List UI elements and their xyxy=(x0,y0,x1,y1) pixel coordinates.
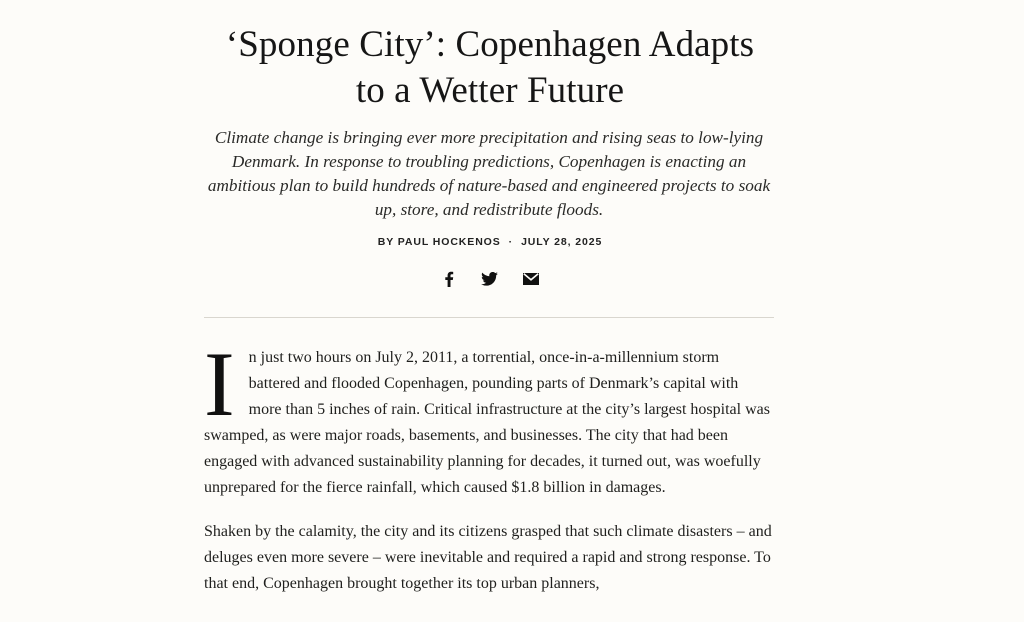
byline-author[interactable]: BY PAUL HOCKENOS xyxy=(377,236,501,248)
byline-separator: · xyxy=(508,236,514,248)
twitter-icon[interactable] xyxy=(478,268,500,290)
email-icon[interactable] xyxy=(520,268,542,290)
article-dek: Climate change is bringing ever more precipitation and rising seas to low-lying Denmark. In response to troubling predictions, Copenhagen is enacting an ambitious plan to build hundreds of nature-based and engineered projects to soak up, store, and redistribute floods. xyxy=(207,128,771,219)
byline xyxy=(212,236,768,248)
byline-date: JULY 28, 2025 xyxy=(521,236,603,248)
body-paragraph: Shaken by the calamity, the city and its citizens grasped that such climate disasters – and deluges even more severe – were inevitable and required a rapid and strong response. To that end, Copenhagen brought together its top urban planners, xyxy=(204,523,772,592)
facebook-icon[interactable] xyxy=(438,268,460,290)
share-bar xyxy=(436,268,546,290)
drop-cap: I xyxy=(204,333,235,435)
article-headline: ‘Sponge City’: Copenhagen Adapts to a Wetter Future xyxy=(225,24,755,111)
divider-rule xyxy=(204,317,774,318)
body-paragraph xyxy=(204,333,774,501)
body-paragraph-1-text: n just two hours on July 2, 2011, a torrential, once-in-a-millennium storm battered and flooded Copenhagen, pounding parts of Denmark’s capital with more than 5 inches of rain. Critical infrastructure at the city’s largest hospital was swamped, as were major roads, basements, and businesses. The city that had been engaged with advanced sustainability planning for decades, it turned out, was woefully unprepared for the fierce rainfall, which caused $1.8 billion in damages. xyxy=(204,349,770,496)
article-body xyxy=(204,333,774,615)
